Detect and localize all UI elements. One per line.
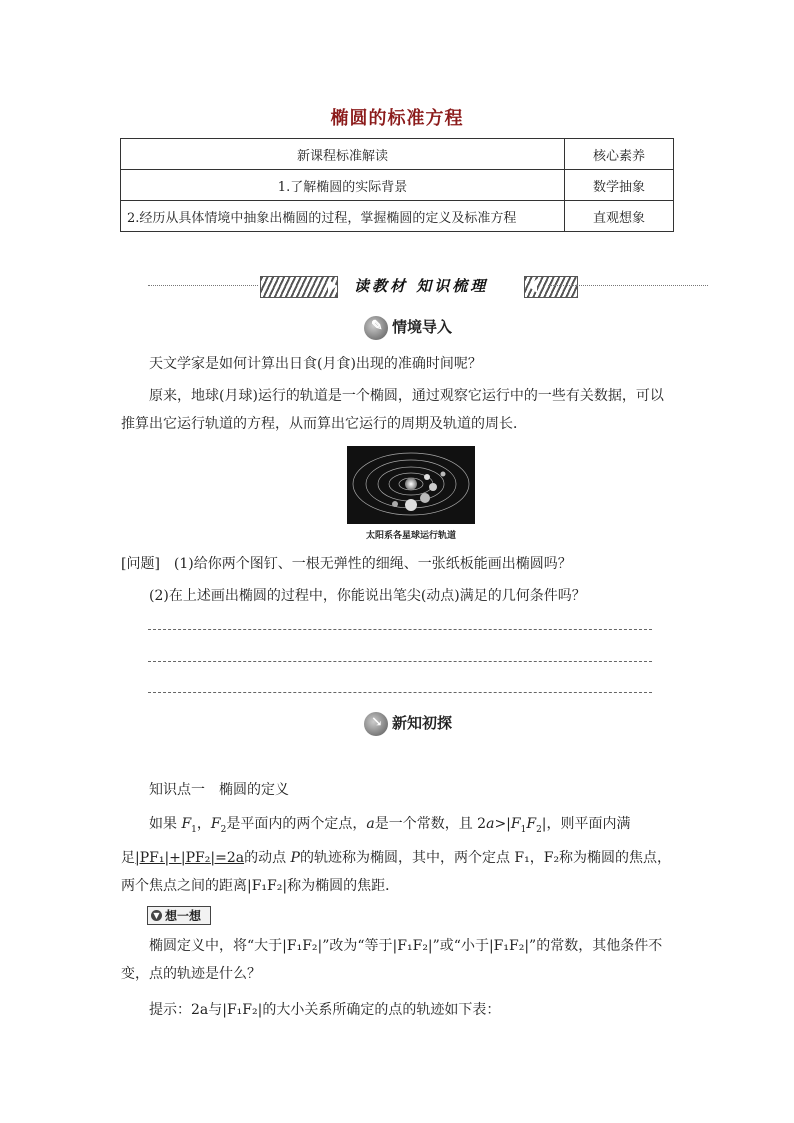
paragraph: 原来，地球(月球)运行的轨道是一个椭圆，通过观察它运行中的一些有关数据，可以推算出它运行轨道的方程，从而算出它运行的周期及轨道的周长．: [121, 388, 664, 432]
var: F: [526, 816, 537, 832]
var: F: [210, 816, 221, 832]
hint-paragraph: 提示：2a与|F₁F₂|的大小关系所确定的点的轨迹如下表：: [149, 1002, 501, 1018]
question-2: (2)在上述画出椭圆的过程中，你能说出笔尖(动点)满足的几何条件吗？: [149, 588, 586, 604]
table-cell: 1.了解椭圆的实际背景: [121, 170, 565, 201]
orbit-illustration: [347, 446, 475, 524]
think-question: 椭圆定义中，将“大于|F₁F₂|”改为“等于|F₁F₂|”或“小于|F₁F₂|”的常数，其他条件不变，点的轨迹是什么？: [121, 938, 663, 982]
section-heading-text: 新知初探: [392, 714, 453, 732]
table-header-row: [121, 139, 674, 170]
dotted-line: [148, 285, 258, 286]
triangle-down-icon: ▼: [151, 910, 162, 921]
text: 的轨迹称为椭圆，其中，两个定点 F₁，F₂称为椭圆的焦点，两个焦点之间的距离|F₁F₂|称为椭圆的焦距．: [121, 849, 672, 894]
underlined-formula: |PF₁|+|PF₂|=2a: [135, 849, 245, 866]
var: a: [486, 816, 495, 832]
text: ，: [196, 816, 211, 832]
answer-line: [148, 661, 652, 662]
standards-table: [120, 138, 674, 232]
var: F: [181, 816, 192, 832]
text: 如果: [149, 816, 182, 832]
arrow-right-icon: [328, 279, 337, 293]
dotted-line: [548, 285, 708, 286]
text: >|: [494, 816, 511, 832]
table-cell: 数学抽象: [565, 170, 674, 201]
table-row: [121, 170, 674, 201]
solar-system-image: [347, 446, 475, 524]
table-row: [121, 201, 674, 232]
knowledge-point-title: 知识点一 椭圆的定义: [149, 782, 289, 798]
stripe-decoration: [260, 276, 338, 298]
definition-paragraph: [121, 810, 677, 900]
text: 的动点: [244, 849, 291, 866]
table-header-cell: 新课程标准解读: [121, 139, 565, 170]
text: 是平面内的两个定点，: [226, 816, 367, 832]
section-badge-icon: ↘: [364, 712, 388, 736]
section-heading-new: [364, 712, 452, 736]
answer-line: [148, 692, 652, 693]
paragraph: 天文学家是如何计算出日食(月食)出现的准确时间呢？: [149, 356, 482, 372]
arrow-left-icon: [528, 279, 537, 293]
sub: 1: [520, 824, 527, 835]
think-label-box: [147, 906, 211, 925]
table-header-cell: 核心素养: [565, 139, 674, 170]
banner-label: 读教材 知识梳理: [354, 277, 489, 295]
section-heading-intro: [364, 316, 452, 340]
var: a: [366, 816, 375, 832]
sub: 1: [191, 824, 197, 835]
sub: 2: [220, 824, 227, 835]
question-1: [问题] (1)给你两个图钉、一根无弹性的细绳、一张纸板能画出椭圆吗？: [121, 556, 572, 572]
section-banner: [148, 274, 708, 298]
pushpin-icon: ✎: [364, 316, 388, 340]
image-caption: 太阳系各星球运行轨道: [365, 531, 456, 541]
section-heading-text: 情境导入: [392, 318, 453, 336]
page-title: 椭圆的标准方程: [330, 108, 464, 129]
think-label: 想一想: [165, 909, 202, 923]
text: 是一个常数，且 2: [374, 816, 487, 832]
var: F: [510, 816, 521, 832]
table-cell: 直观想象: [565, 201, 674, 232]
table-cell: 2.经历从具体情境中抽象出椭圆的过程，掌握椭圆的定义及标准方程: [121, 201, 565, 232]
sub: 2: [536, 824, 542, 835]
answer-line: [148, 629, 652, 630]
text: |，则平面内满足: [121, 816, 631, 866]
var: P: [290, 849, 300, 866]
